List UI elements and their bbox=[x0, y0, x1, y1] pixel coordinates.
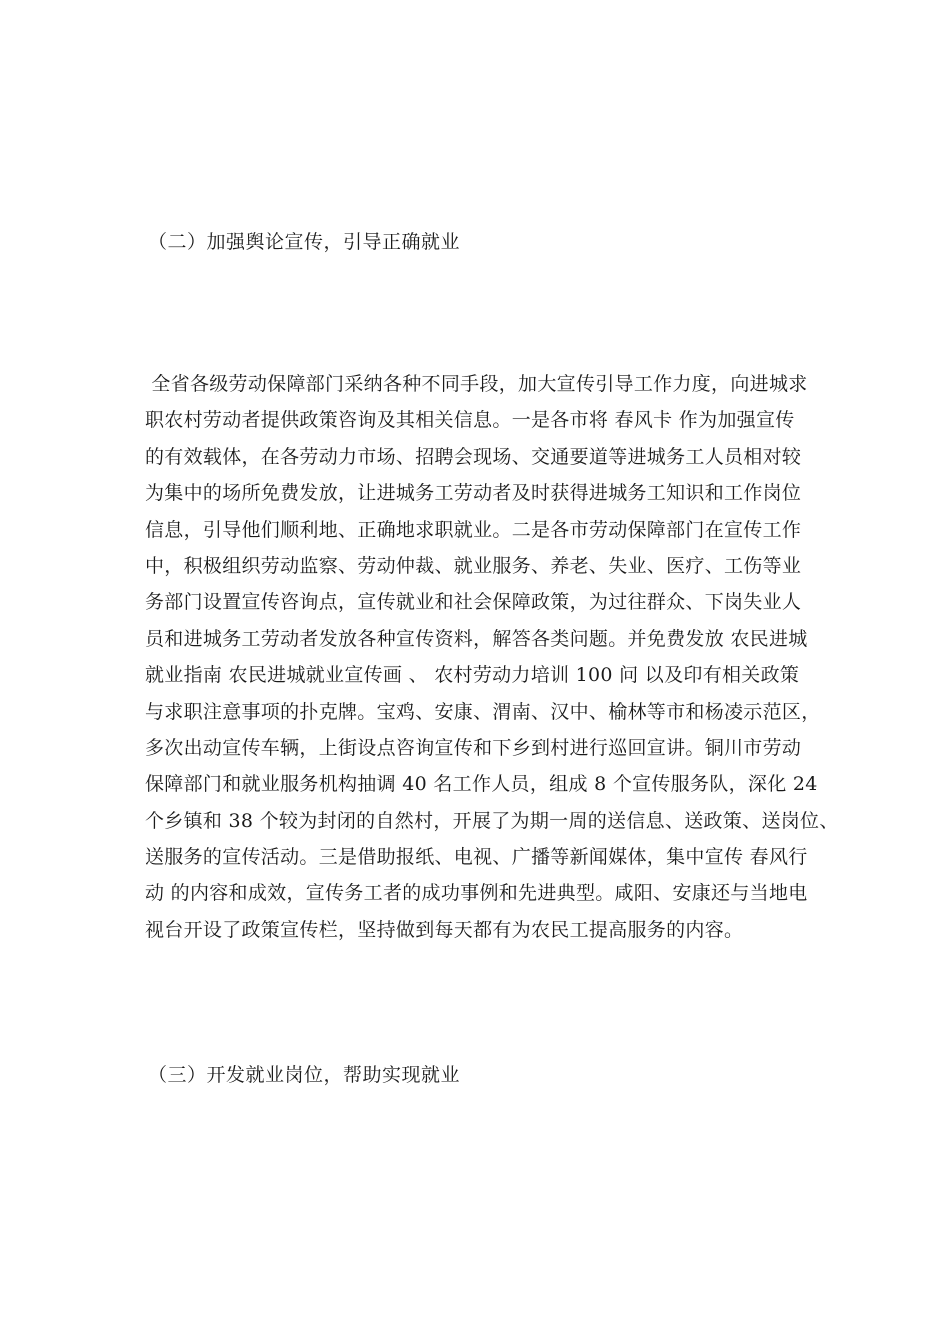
paragraph-line: 为集中的场所免费发放，让进城务工劳动者及时获得进城务工知识和工作岗位 bbox=[145, 482, 802, 505]
paragraph-line: 中，积极组织劳动监察、劳动仲裁、就业服务、养老、失业、医疗、工伤等业 bbox=[145, 554, 802, 577]
paragraph-line: 个乡镇和 38 个较为封闭的自然村，开展了为期一周的送信息、送政策、送岗位、 bbox=[145, 809, 839, 832]
paragraph-line: 员和进城务工劳动者发放各种宣传资料，解答各类问题。并免费发放 农民进城 bbox=[145, 627, 808, 650]
paragraph-line: 务部门设置宣传咨询点，宣传就业和社会保障政策，为过往群众、下岗失业人 bbox=[145, 591, 802, 614]
paragraph-line: 全省各级劳动保障部门采纳各种不同手段，加大宣传引导工作力度，向进城求 bbox=[145, 373, 808, 395]
paragraph-line: 多次出动宣传车辆，上街设点咨询宣传和下乡到村进行巡回宣讲。铜川市劳动 bbox=[145, 736, 802, 759]
paragraph-line: 视台开设了政策宣传栏，坚持做到每天都有为农民工提高服务的内容。 bbox=[145, 918, 744, 941]
paragraph-line: 的有效载体，在各劳动力市场、招聘会现场、交通要道等进城务工人员相对较 bbox=[145, 445, 802, 468]
body-paragraph bbox=[145, 366, 839, 948]
paragraph-line: 与求职注意事项的扑克牌。宝鸡、安康、渭南、汉中、榆林等市和杨凌示范区， bbox=[145, 700, 821, 723]
paragraph-line: 就业指南 农民进城就业宣传画 、 农村劳动力培训 100 问 以及印有相关政策 bbox=[145, 664, 800, 687]
paragraph-line: 保障部门和就业服务机构抽调 40 名工作人员，组成 8 个宣传服务队，深化 24 bbox=[145, 773, 818, 796]
paragraph-line: 职农村劳动者提供政策咨询及其相关信息。一是各市将 春风卡 作为加强宣传 bbox=[145, 409, 795, 432]
paragraph-line: 信息，引导他们顺利地、正确地求职就业。二是各市劳动保障部门在宣传工作 bbox=[145, 518, 802, 541]
section-heading: （三）开发就业岗位，帮助实现就业 bbox=[148, 1064, 461, 1086]
section-heading: （二）加强舆论宣传，引导正确就业 bbox=[148, 231, 461, 253]
paragraph-line: 动 的内容和成效，宣传务工者的成功事例和先进典型。咸阳、安康还与当地电 bbox=[145, 882, 808, 905]
paragraph-line: 送服务的宣传活动。三是借助报纸、电视、广播等新闻媒体，集中宣传 春风行 bbox=[145, 846, 808, 869]
